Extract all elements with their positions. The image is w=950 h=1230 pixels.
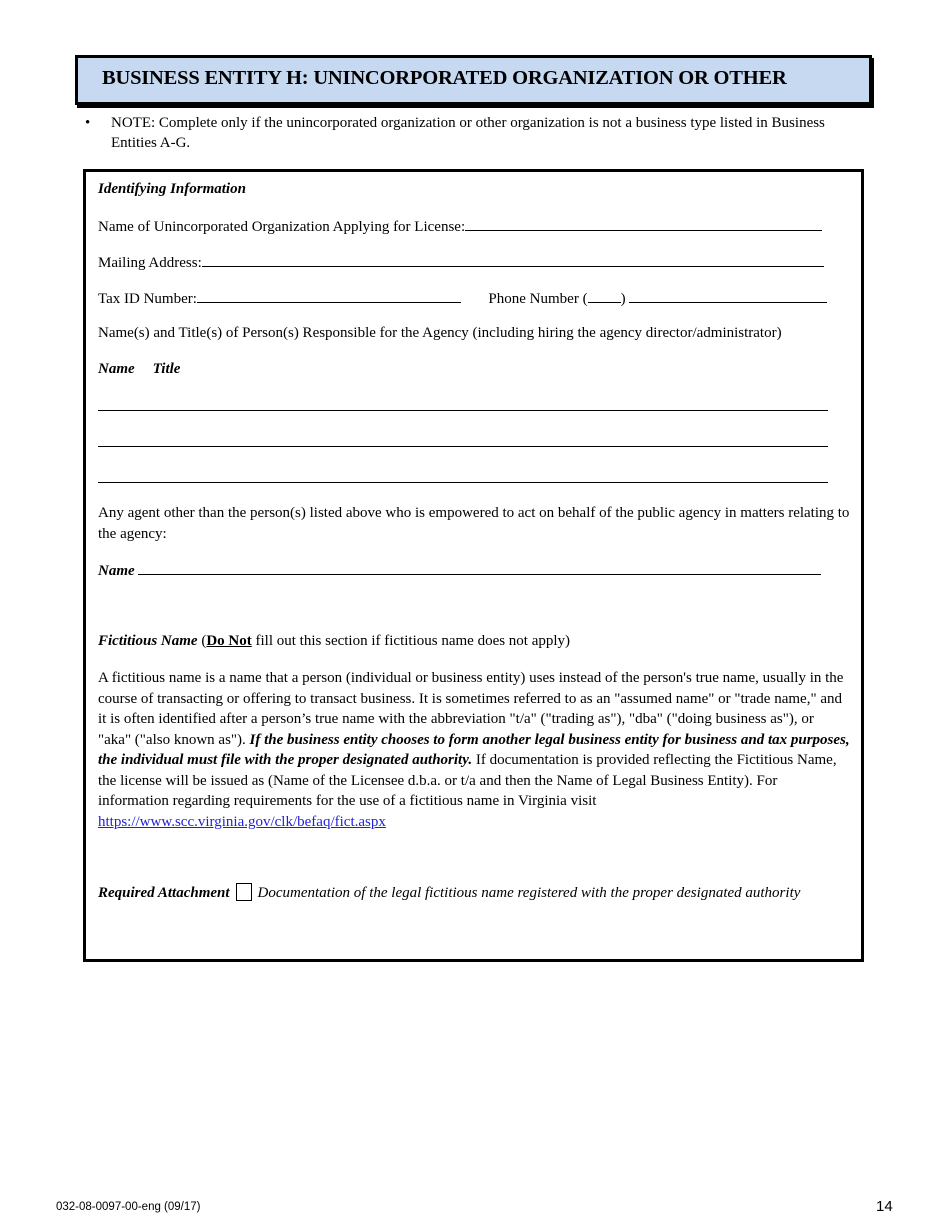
fictitious-heading: Fictitious Name: [98, 633, 198, 649]
identifying-heading: Identifying Information: [98, 181, 246, 197]
fictitious-heading-rest: fill out this section if fictitious name does not apply): [251, 633, 571, 649]
fictitious-link[interactable]: https://www.scc.virginia.gov/clk/befaq/fict.aspx: [98, 813, 386, 830]
form-number: 032-08-0097-00-eng (09/17): [56, 1201, 201, 1213]
fictitious-para-bold: If the business entity chooses to form another legal business entity for business and tax purposes, the individual must file with the proper designated authority.: [98, 731, 850, 768]
phone-label-close: ): [620, 291, 626, 307]
attachment-checkbox[interactable]: [236, 883, 252, 901]
section-title: BUSINESS ENTITY H: UNINCORPORATED ORGANIZATION OR OTHER: [102, 67, 787, 89]
attachment-text: Documentation of the legal fictitious name registered with the proper designated authority: [257, 885, 801, 901]
fictitious-paren: (: [197, 633, 207, 649]
agent-name-label: Name: [98, 563, 135, 579]
attachment-label: Required Attachment: [98, 885, 230, 901]
responsible-line-1[interactable]: [98, 394, 828, 411]
mailing-field[interactable]: [202, 251, 824, 267]
col-name: Name: [98, 361, 135, 377]
responsible-line-3[interactable]: [98, 466, 828, 483]
agent-label: Any agent other than the person(s) listed above who is empowered to act on behalf of the public agency in matters relating to the agency:: [98, 505, 850, 542]
agent-name-field[interactable]: [138, 559, 821, 575]
page-number: 14: [876, 1198, 893, 1215]
org-name-row: [98, 215, 822, 237]
org-name-field[interactable]: [465, 215, 822, 231]
tax-id-label: Tax ID Number:: [98, 291, 197, 307]
bullet-icon: •: [85, 115, 91, 131]
attachment-row: [98, 883, 800, 903]
tax-phone-row: [98, 287, 827, 309]
responsible-label: Name(s) and Title(s) of Person(s) Responsible for the Agency (including hiring the agency director/administrator): [98, 325, 782, 341]
name-title-header: [98, 359, 180, 379]
fictitious-paragraph: [98, 668, 850, 832]
org-name-label: Name of Unincorporated Organization Applying for License:: [98, 219, 466, 235]
agent-name-row: [98, 559, 821, 581]
form-box: [83, 169, 864, 962]
mailing-label: Mailing Address:: [98, 255, 202, 271]
fictitious-para-1: A fictitious name is a name that a person (individual or business entity) uses instead of the person's true name, usually in the course of transacting or offering to transact business. It is sometimes referred to as an "assumed name" or "trade name," and it is often identified after a person’s true name with the abbreviation "t/a" ("trading as"), "dba" ("doing business as"), or "aka" ("also known as").: [98, 670, 844, 748]
phone-label: Phone Number (: [488, 291, 588, 307]
section-title-box: [75, 55, 872, 105]
phone-field[interactable]: [629, 287, 827, 303]
fictitious-para-2: If documentation is provided reflecting the Fictitious Name, the license will be issued as (Name of the Licensee d.b.a. or t/a and then the Name of Legal Business Entity). For information regarding requirements for the use of a fictitious name in Virginia visit: [98, 752, 837, 809]
responsible-line-2[interactable]: [98, 430, 828, 447]
phone-area-field[interactable]: [588, 287, 621, 303]
mailing-row: [98, 251, 824, 273]
note-text: NOTE: Complete only if the unincorporated organization or other organization is not a business type listed in Business Entities A-G.: [111, 115, 825, 151]
do-not-text: Do Not: [206, 633, 252, 649]
fictitious-heading-row: [98, 631, 570, 651]
tax-id-field[interactable]: [197, 287, 461, 303]
col-title: Title: [152, 361, 181, 377]
